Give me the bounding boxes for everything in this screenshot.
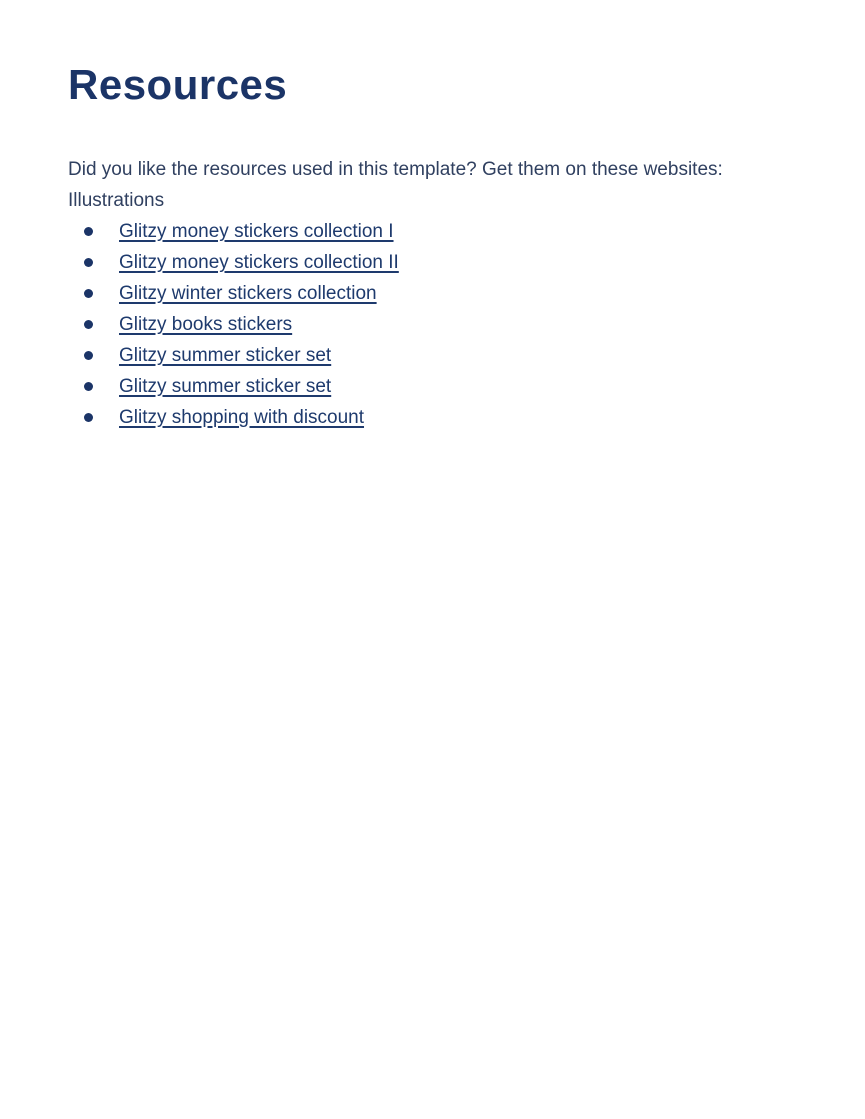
list-item [68, 216, 797, 247]
resource-link[interactable]: Glitzy money stickers collection I [119, 221, 394, 242]
bullet-icon [84, 320, 93, 329]
resource-link[interactable]: Glitzy summer sticker set [119, 376, 332, 397]
list-item [68, 402, 797, 433]
resource-link[interactable]: Glitzy books stickers [119, 314, 293, 335]
bullet-icon [84, 351, 93, 360]
intro-text: Did you like the resources used in this template? Get them on these websites: [68, 159, 723, 180]
list-item [68, 340, 797, 371]
bullet-icon [84, 413, 93, 422]
bullet-icon [84, 289, 93, 298]
resource-link[interactable]: Glitzy winter stickers collection [119, 283, 377, 304]
resource-link[interactable]: Glitzy shopping with discount [119, 407, 365, 428]
bullet-icon [84, 227, 93, 236]
list-item [68, 309, 797, 340]
list-item [68, 278, 797, 309]
resource-link[interactable]: Glitzy money stickers collection II [119, 252, 399, 273]
list-item [68, 247, 797, 278]
bullet-icon [84, 258, 93, 267]
page-title: Resources [68, 61, 288, 108]
bullet-icon [84, 382, 93, 391]
resource-link-list [68, 216, 797, 433]
list-item [68, 371, 797, 402]
section-label: Illustrations [68, 190, 165, 211]
resource-link[interactable]: Glitzy summer sticker set [119, 345, 332, 366]
